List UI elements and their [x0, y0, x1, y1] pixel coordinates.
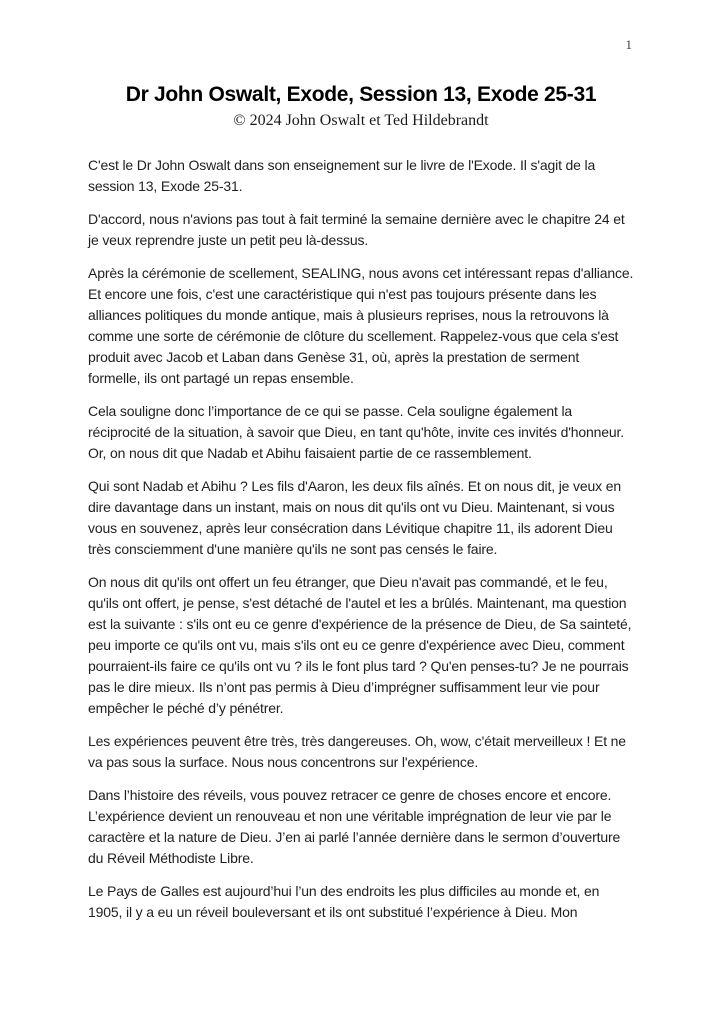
paragraph: Après la cérémonie de scellement, SEALING, nous avons cet intéressant repas d'alliance. Et encore une fois, c'est une caractéristique qui n'est pas toujours présente dans les alliances politiques du monde antique, mais à plusieurs reprises, nous la retrouvons là comme une sorte de cérémonie de clôture du scellement. Rappelez-vous que cela s'est produit avec Jacob et Laban dans Genèse 31, où, après la prestation de serment formelle, ils ont partagé un repas ensemble. [88, 265, 634, 386]
paragraph: Les expériences peuvent être très, très dangereuses. Oh, wow, c'était merveilleux ! Et ne va pas sous la surface. Nous nous concentrons sur l'expérience. [88, 733, 626, 770]
paragraph: On nous dit qu'ils ont offert un feu étranger, que Dieu n'avait pas commandé, et le feu, qu'ils ont offert, je pense, s'est détaché de l'autel et les a brûlés. Maintenant, ma question est la suivante : s'ils ont eu ce genre d'expérience de la présence de Dieu, de Sa sainteté, peu importe ce qu'ils ont vu, mais s'ils ont eu ce genre d'expérience avec Dieu, comment pourraient-ils faire ce qu'ils ont vu ? ils le font plus tard ? Qu'en penses-tu? Je ne pourrais pas le dire mieux. Ils n’ont pas permis à Dieu d’imprégner suffisamment leur vie pour empêcher le péché d’y pénétrer. [88, 574, 632, 716]
paragraph: D'accord, nous n'avions pas tout à fait terminé la semaine dernière avec le chapitre 24 et je veux reprendre juste un petit peu là-dessus. [88, 211, 625, 248]
document-body [88, 155, 634, 923]
document-title: Dr John Oswalt, Exode, Session 13, Exode 25-31 [125, 83, 597, 106]
paragraph: C'est le Dr John Oswalt dans son enseignement sur le livre de l'Exode. Il s'agit de la session 13, Exode 25-31. [88, 157, 596, 194]
paragraph: Qui sont Nadab et Abihu ? Les fils d'Aaron, les deux fils aînés. Et on nous dit, je veux en dire davantage dans un instant, mais on nous dit qu'ils ont vu Dieu. Maintenant, si vous vous en souvenez, après leur consécration dans Lévitique chapitre 11, ils adorent Dieu très consciemment d'une manière qu'ils ne sont pas censés le faire. [88, 478, 622, 557]
paragraph: Dans l’histoire des réveils, vous pouvez retracer ce genre de choses encore et encore. L’expérience devient un renouveau et non une véritable imprégnation de leur vie par le caractère et la nature de Dieu. J’en ai parlé l’année dernière dans le sermon d’ouverture du Réveil Méthodiste Libre. [88, 787, 621, 866]
page-number: 1 [625, 37, 632, 52]
page-content [88, 38, 634, 923]
paragraph: Cela souligne donc l’importance de ce qui se passe. Cela souligne également la réciprocité de la situation, à savoir que Dieu, en tant qu'hôte, invite ces invités d'honneur. Or, on nous dit que Nadab et Abihu faisaient partie de ce rassemblement. [88, 403, 625, 461]
copyright-line: © 2024 John Oswalt et Ted Hildebrandt [233, 112, 489, 129]
paragraph: Le Pays de Galles est aujourd’hui l’un des endroits les plus difficiles au monde et, en 1905, il y a eu un réveil bouleversant et ils ont substitué l’expérience à Dieu. Mon [88, 883, 600, 920]
